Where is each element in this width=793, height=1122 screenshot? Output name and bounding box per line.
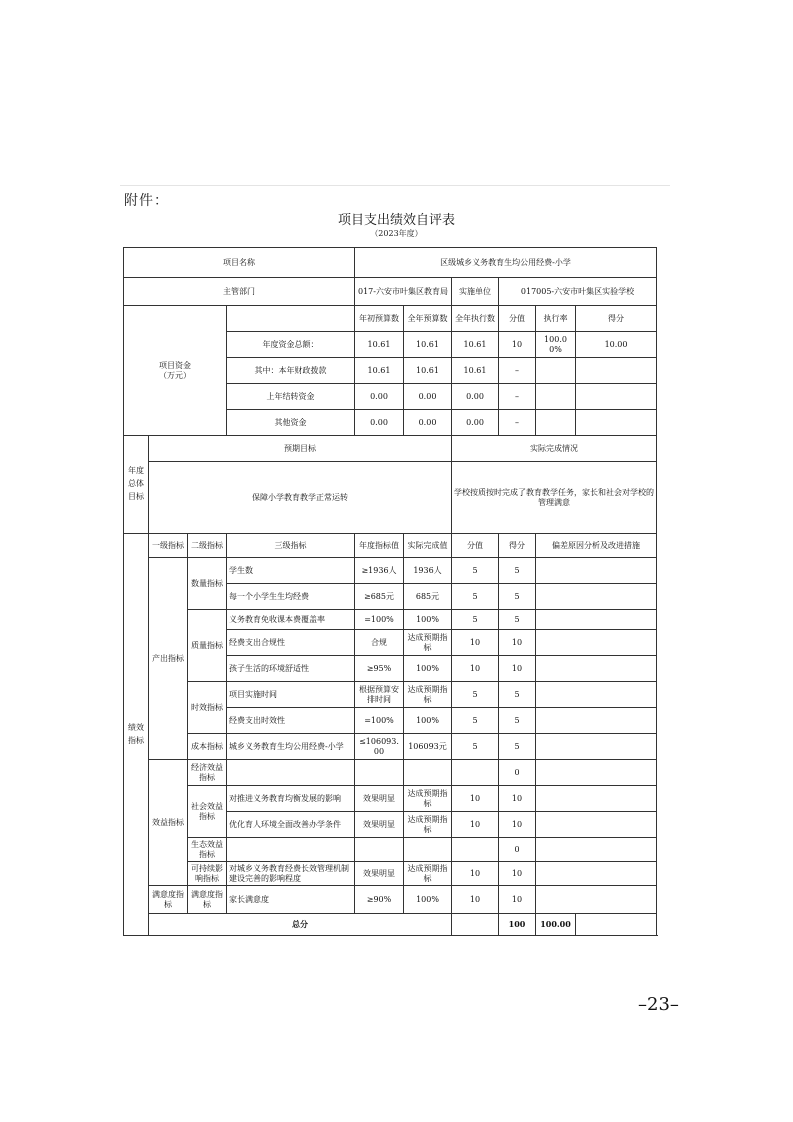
indicator-target bbox=[355, 760, 404, 786]
indicator-score: 5 bbox=[499, 682, 536, 708]
indicator-actual: 达成预期指标 bbox=[404, 812, 452, 838]
total-score: 100.00 bbox=[536, 914, 576, 936]
indicator-actual: 达成预期指标 bbox=[404, 630, 452, 656]
indicator-target: 效果明显 bbox=[355, 786, 404, 812]
indicator-value: 10 bbox=[452, 886, 499, 914]
level1-output: 产出指标 bbox=[149, 558, 188, 760]
indicator-deviation bbox=[536, 862, 657, 886]
level1-satisfaction: 满意度指标 bbox=[149, 886, 188, 914]
indicator-actual: 达成预期指标 bbox=[404, 862, 452, 886]
indicator-name: 义务教育免收课本费覆盖率 bbox=[227, 610, 355, 630]
indicator-score: 0 bbox=[499, 760, 536, 786]
indicator-deviation bbox=[536, 584, 657, 610]
goals-side-label: 年度总体目标 bbox=[124, 436, 149, 534]
unit-value: 017005-六安市叶集区实验学校 bbox=[499, 278, 657, 306]
indicator-actual: 100% bbox=[404, 610, 452, 630]
row-department bbox=[124, 278, 657, 306]
funds-executed: 0.00 bbox=[452, 384, 499, 410]
indicator-name: 经费支出时效性 bbox=[227, 708, 355, 734]
total-blank bbox=[452, 914, 499, 936]
funds-rate: 100.00% bbox=[536, 332, 576, 358]
funds-rate bbox=[536, 410, 576, 436]
indicator-target: 合规 bbox=[355, 630, 404, 656]
indicator-row bbox=[124, 682, 657, 708]
indicator-deviation bbox=[536, 812, 657, 838]
level2-timeliness: 时效指标 bbox=[188, 682, 227, 734]
indicator-deviation bbox=[536, 760, 657, 786]
funds-score-value: 10 bbox=[499, 332, 536, 358]
hdr-actual: 实际完成值 bbox=[404, 534, 452, 558]
attachment-label: 附件： bbox=[124, 193, 169, 209]
indicator-name: 学生数 bbox=[227, 558, 355, 584]
indicator-actual: 106093元 bbox=[404, 734, 452, 760]
document-title: 项目支出绩效自评表 bbox=[337, 213, 455, 228]
indicator-target: ≥95% bbox=[355, 656, 404, 682]
indicator-target: ≥685元 bbox=[355, 584, 404, 610]
indicator-value: 10 bbox=[452, 786, 499, 812]
indicator-target: =100% bbox=[355, 708, 404, 734]
indicator-actual: 1936人 bbox=[404, 558, 452, 584]
indicator-value: 10 bbox=[452, 656, 499, 682]
indicator-value: 10 bbox=[452, 630, 499, 656]
indicator-deviation bbox=[536, 734, 657, 760]
indicator-score: 5 bbox=[499, 584, 536, 610]
indicator-score: 10 bbox=[499, 630, 536, 656]
hdr-deviation: 偏差原因分析及改进措施 bbox=[536, 534, 657, 558]
funds-annual: 0.00 bbox=[404, 410, 452, 436]
funds-score-value: – bbox=[499, 410, 536, 436]
hdr-level1: 一级指标 bbox=[149, 534, 188, 558]
unit-label: 实施单位 bbox=[452, 278, 499, 306]
indicator-row bbox=[124, 760, 657, 786]
indicator-target: =100% bbox=[355, 610, 404, 630]
indicator-score: 10 bbox=[499, 656, 536, 682]
indicator-score: 5 bbox=[499, 610, 536, 630]
indicator-target: 效果明显 bbox=[355, 862, 404, 886]
funds-initial: 10.61 bbox=[355, 332, 404, 358]
funds-executed: 10.61 bbox=[452, 358, 499, 384]
actual-goal-text: 学校按质按时完成了教育教学任务，家长和社会对学校的管理满意 bbox=[452, 462, 657, 534]
indicator-actual: 达成预期指标 bbox=[404, 786, 452, 812]
page-top-rule bbox=[120, 185, 670, 186]
dept-label: 主管部门 bbox=[124, 278, 355, 306]
indicator-value: 5 bbox=[452, 610, 499, 630]
indicator-score: 5 bbox=[499, 708, 536, 734]
indicator-deviation bbox=[536, 886, 657, 914]
indicator-name: 每一个小学生生均经费 bbox=[227, 584, 355, 610]
level2-social: 社会效益指标 bbox=[188, 786, 227, 838]
level1-benefit: 效益指标 bbox=[149, 760, 188, 886]
indicator-name: 优化育人环境全面改善办学条件 bbox=[227, 812, 355, 838]
funds-rate bbox=[536, 384, 576, 410]
indicators-side-label: 绩效指标 bbox=[124, 534, 149, 936]
level2-economic: 经济效益指标 bbox=[188, 760, 227, 786]
funds-score bbox=[576, 384, 657, 410]
indicator-value bbox=[452, 838, 499, 862]
col-annual-budget: 全年预算数 bbox=[404, 306, 452, 332]
indicator-name: 经费支出合规性 bbox=[227, 630, 355, 656]
indicator-row bbox=[124, 838, 657, 862]
col-execution-rate: 执行率 bbox=[536, 306, 576, 332]
indicator-name: 项目实施时间 bbox=[227, 682, 355, 708]
indicator-value: 5 bbox=[452, 682, 499, 708]
indicator-actual bbox=[404, 760, 452, 786]
funds-label-line1: 项目资金 bbox=[159, 361, 191, 371]
total-label: 总分 bbox=[149, 914, 452, 936]
funds-score-value: – bbox=[499, 358, 536, 384]
indicator-target: ≤106093.00 bbox=[355, 734, 404, 760]
indicator-value: 10 bbox=[452, 812, 499, 838]
indicator-deviation bbox=[536, 682, 657, 708]
indicator-name: 家长满意度 bbox=[227, 886, 355, 914]
project-name-value: 区级城乡义务教育生均公用经费-小学 bbox=[355, 248, 657, 278]
indicator-value: 5 bbox=[452, 708, 499, 734]
funds-label-line2: （万元） bbox=[159, 370, 191, 380]
indicator-header-row bbox=[124, 534, 657, 558]
hdr-level3: 三级指标 bbox=[227, 534, 355, 558]
indicator-score: 10 bbox=[499, 886, 536, 914]
indicator-actual: 达成预期指标 bbox=[404, 682, 452, 708]
document-year: （2023年度） bbox=[370, 229, 423, 238]
level2-ecological: 生态效益指标 bbox=[188, 838, 227, 862]
expected-goal-text: 保障小学教育教学正常运转 bbox=[149, 462, 452, 534]
indicator-row bbox=[124, 886, 657, 914]
indicator-row bbox=[124, 862, 657, 886]
col-score: 得分 bbox=[576, 306, 657, 332]
funds-initial: 0.00 bbox=[355, 410, 404, 436]
col-initial-budget: 年初预算数 bbox=[355, 306, 404, 332]
col-annual-executed: 全年执行数 bbox=[452, 306, 499, 332]
funds-rate bbox=[536, 358, 576, 384]
indicator-row bbox=[124, 786, 657, 812]
row-project-name bbox=[124, 248, 657, 278]
funds-score: 10.00 bbox=[576, 332, 657, 358]
indicator-score: 10 bbox=[499, 786, 536, 812]
indicator-deviation bbox=[536, 558, 657, 584]
funds-annual: 10.61 bbox=[404, 358, 452, 384]
indicator-score: 0 bbox=[499, 838, 536, 862]
hdr-score: 得分 bbox=[499, 534, 536, 558]
indicator-deviation bbox=[536, 656, 657, 682]
total-deviation bbox=[576, 914, 657, 936]
total-row bbox=[124, 914, 657, 936]
indicator-target: ≥1936人 bbox=[355, 558, 404, 584]
funds-header-blank bbox=[227, 306, 355, 332]
level2-satisfaction: 满意度指标 bbox=[188, 886, 227, 914]
funds-annual: 10.61 bbox=[404, 332, 452, 358]
hdr-score-value: 分值 bbox=[452, 534, 499, 558]
performance-self-evaluation-table bbox=[123, 247, 657, 936]
goals-content-row bbox=[124, 462, 657, 534]
indicator-score: 10 bbox=[499, 812, 536, 838]
indicator-row bbox=[124, 734, 657, 760]
actual-goal-header: 实际完成情况 bbox=[452, 436, 657, 462]
indicator-value: 5 bbox=[452, 734, 499, 760]
level2-sustainable: 可持续影响指标 bbox=[188, 862, 227, 886]
hdr-target: 年度指标值 bbox=[355, 534, 404, 558]
col-score-value: 分值 bbox=[499, 306, 536, 332]
indicator-name: 对推进义务教育均衡发展的影响 bbox=[227, 786, 355, 812]
indicator-target: 效果明显 bbox=[355, 812, 404, 838]
indicator-actual: 685元 bbox=[404, 584, 452, 610]
funds-annual: 0.00 bbox=[404, 384, 452, 410]
funds-row-label: 上年结转资金 bbox=[227, 384, 355, 410]
funds-row-label: 年度资金总额： bbox=[227, 332, 355, 358]
indicator-name: 孩子生活的环境舒适性 bbox=[227, 656, 355, 682]
funds-label bbox=[124, 306, 227, 436]
expected-goal-header: 预期目标 bbox=[149, 436, 452, 462]
indicator-row bbox=[124, 558, 657, 584]
funds-score bbox=[576, 410, 657, 436]
project-name-label: 项目名称 bbox=[124, 248, 355, 278]
level2-quantity: 数量指标 bbox=[188, 558, 227, 610]
indicator-deviation bbox=[536, 786, 657, 812]
page-number: –23– bbox=[638, 994, 679, 1015]
level2-cost: 成本指标 bbox=[188, 734, 227, 760]
indicator-score: 5 bbox=[499, 734, 536, 760]
indicator-target bbox=[355, 838, 404, 862]
indicator-actual bbox=[404, 838, 452, 862]
funds-executed: 10.61 bbox=[452, 332, 499, 358]
indicator-row bbox=[124, 610, 657, 630]
indicator-deviation bbox=[536, 838, 657, 862]
hdr-level2: 二级指标 bbox=[188, 534, 227, 558]
funds-row-label: 其他资金 bbox=[227, 410, 355, 436]
indicator-value: 10 bbox=[452, 862, 499, 886]
indicator-actual: 100% bbox=[404, 656, 452, 682]
funds-executed: 0.00 bbox=[452, 410, 499, 436]
indicator-value bbox=[452, 760, 499, 786]
funds-initial: 0.00 bbox=[355, 384, 404, 410]
indicator-target: ≥90% bbox=[355, 886, 404, 914]
indicator-deviation bbox=[536, 708, 657, 734]
funds-initial: 10.61 bbox=[355, 358, 404, 384]
indicator-actual: 100% bbox=[404, 708, 452, 734]
indicator-value: 5 bbox=[452, 584, 499, 610]
funds-header-row bbox=[124, 306, 657, 332]
indicator-value: 5 bbox=[452, 558, 499, 584]
dept-value: 017-六安市叶集区教育局 bbox=[355, 278, 452, 306]
indicator-actual: 100% bbox=[404, 886, 452, 914]
funds-score bbox=[576, 358, 657, 384]
indicator-deviation bbox=[536, 630, 657, 656]
indicator-score: 5 bbox=[499, 558, 536, 584]
indicator-name bbox=[227, 760, 355, 786]
total-value: 100 bbox=[499, 914, 536, 936]
funds-score-value: – bbox=[499, 384, 536, 410]
level2-quality: 质量指标 bbox=[188, 610, 227, 682]
indicator-target: 根据预算安排时间 bbox=[355, 682, 404, 708]
indicator-deviation bbox=[536, 610, 657, 630]
indicator-score: 10 bbox=[499, 862, 536, 886]
indicator-name bbox=[227, 838, 355, 862]
indicator-name: 对城乡义务教育经费长效管理机制建设完善的影响程度 bbox=[227, 862, 355, 886]
indicator-name: 城乡义务教育生均公用经费-小学 bbox=[227, 734, 355, 760]
funds-row-label: 其中：本年财政拨款 bbox=[227, 358, 355, 384]
goals-header-row bbox=[124, 436, 657, 462]
